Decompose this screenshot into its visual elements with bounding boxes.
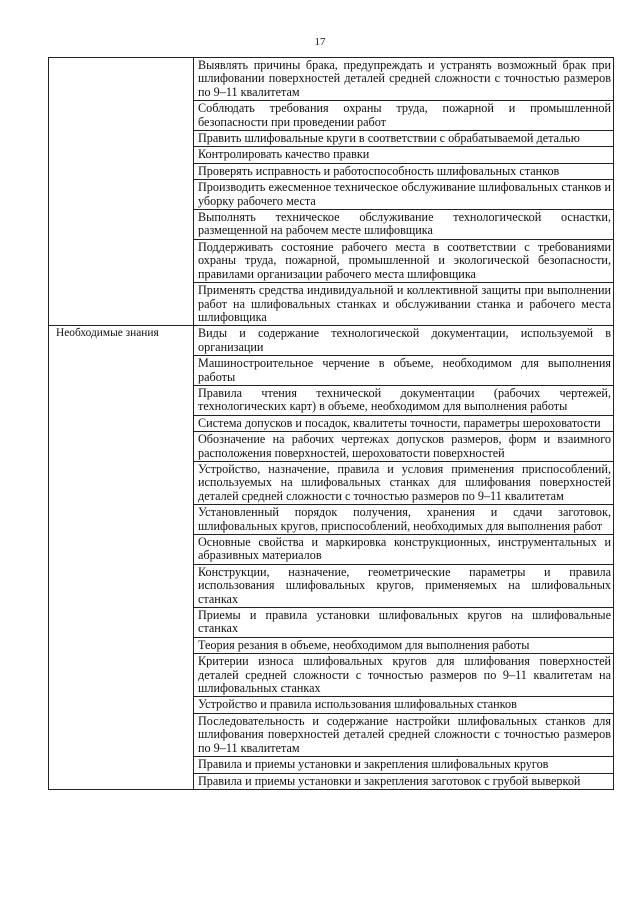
section-label: Необходимые знания (48, 326, 194, 789)
list-item: Система допусков и посадок, квалитеты точности, параметры шероховатости (194, 416, 613, 432)
list-item: Правила и приемы установки и закрепления шлифовальных кругов (194, 757, 613, 773)
list-item: Конструкции, назначение, геометрические параметры и правила использования шлифовальных кругов, применяемых на шлифовальных станках (194, 565, 613, 608)
list-item: Теория резания в объеме, необходимом для выполнения работы (194, 638, 613, 654)
list-item: Производить ежесменное техническое обслуживание шлифовальных станков и уборку рабочего места (194, 180, 613, 210)
list-item: Машиностроительное черчение в объеме, необходимом для выполнения работы (194, 356, 613, 386)
competency-table (48, 57, 614, 790)
section-label (48, 58, 194, 325)
list-item: Критерии износа шлифовальных кругов для шлифования поверхностей деталей средней сложности с точностью размеров по 9–11 квалитетам на шлифовальных станках (194, 654, 613, 697)
list-item: Выявлять причины брака, предупреждать и устранять возможный брак при шлифовании поверхностей деталей средней сложности с точностью размеров по 9–11 квалитетам (194, 58, 613, 101)
list-item: Править шлифовальные круги в соответствии с обрабатываемой деталью (194, 131, 613, 147)
list-item: Контролировать качество правки (194, 147, 613, 163)
list-item: Правила и приемы установки и закрепления заготовок с грубой выверкой (198, 773, 581, 788)
list-item: Виды и содержание технологической документации, используемой в организации (194, 326, 613, 356)
list-item: Основные свойства и маркировка конструкционных, инструментальных и абразивных материалов (194, 535, 613, 565)
list-item: Обозначение на рабочих чертежах допусков размеров, форм и взаимного расположения поверхностей, шероховатости поверхностей (194, 432, 613, 462)
list-item: Устройство, назначение, правила и условия применения приспособлений, используемых на шлифовальных станках для шлифования поверхностей деталей средней сложности с точностью размеров по 9–11 квалитетам (194, 462, 613, 505)
list-item: Применять средства индивидуальной и коллективной защиты при выполнении работ на шлифовальных станках и обслуживании станка и рабочего места шлифовщика (198, 283, 611, 324)
list-item: Соблюдать требования охраны труда, пожарной и промышленной безопасности при проведении работ (194, 101, 613, 131)
list-item: Поддерживать состояние рабочего места в соответствии с требованиями охраны труда, пожарной, промышленной и экологической безопасности, правилами организации рабочего места шлифовщика (194, 240, 613, 283)
list-item: Приемы и правила установки шлифовальных кругов на шлифовальные станках (194, 608, 613, 638)
list-item: Проверять исправность и работоспособность шлифовальных станков (194, 164, 613, 180)
section-skills (48, 57, 614, 325)
list-item: Правила чтения технической документации (рабочих чертежей, технологических карт) в объеме, необходимом для выполнения работы (194, 386, 613, 416)
skills-list (194, 58, 614, 325)
section-required-knowledge (48, 325, 614, 790)
knowledge-list (194, 326, 614, 789)
list-item: Установленный порядок получения, хранения и сдачи заготовок, шлифовальных кругов, приспособлений, необходимых для выполнения работ (194, 505, 613, 535)
list-item: Последовательность и содержание настройки шлифовальных станков для шлифования поверхностей деталей средней сложности с точностью размеров по 9–11 квалитетам (194, 714, 613, 757)
list-item: Выполнять техническое обслуживание технологической оснастки, размещенной на рабочем месте шлифовщика (194, 210, 613, 240)
page-number: 17 (314, 36, 326, 48)
list-item: Устройство и правила использования шлифовальных станков (194, 697, 613, 713)
